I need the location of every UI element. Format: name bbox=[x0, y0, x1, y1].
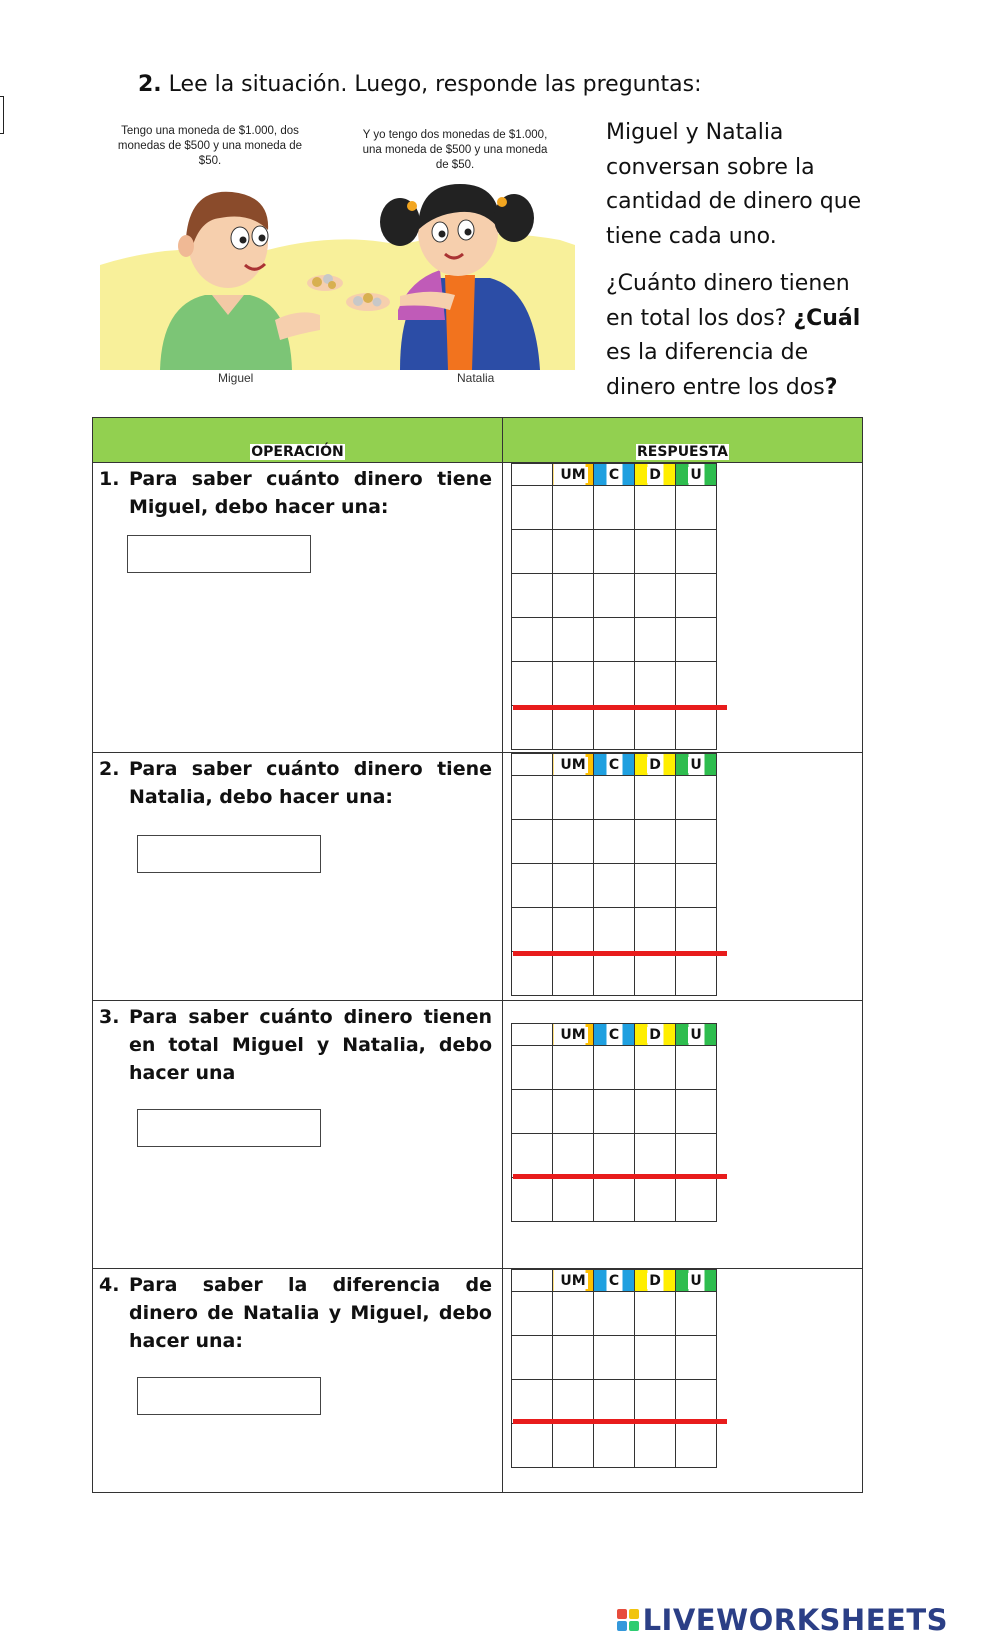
grid-cell[interactable] bbox=[512, 530, 553, 574]
grid-cell[interactable] bbox=[676, 908, 717, 952]
grid-cell[interactable] bbox=[594, 952, 635, 996]
header-d: D bbox=[635, 754, 676, 776]
grid-cell[interactable] bbox=[594, 776, 635, 820]
question-cell-2 bbox=[93, 753, 503, 1001]
grid-cell[interactable] bbox=[676, 1134, 717, 1178]
answer-box-2[interactable] bbox=[137, 835, 321, 873]
question-2: 2. Para saber cuánto dinero tiene Natalia, debo hacer una: bbox=[99, 758, 492, 808]
exercise-heading: 2. Lee la situación. Luego, responde las preguntas: bbox=[138, 72, 702, 97]
sum-line-2 bbox=[513, 951, 727, 956]
grid-blank-header bbox=[512, 1270, 553, 1292]
grid-cell[interactable] bbox=[676, 486, 717, 530]
grid-cell[interactable] bbox=[635, 618, 676, 662]
grid-cell[interactable] bbox=[553, 1178, 594, 1222]
question-cell-1 bbox=[93, 463, 503, 753]
header-u: U bbox=[676, 754, 717, 776]
grid-cell[interactable] bbox=[635, 1046, 676, 1090]
grid-cell[interactable] bbox=[553, 1424, 594, 1468]
grid-cell[interactable] bbox=[635, 530, 676, 574]
grid-cell[interactable] bbox=[635, 706, 676, 750]
grid-cell[interactable] bbox=[553, 706, 594, 750]
grid-cell[interactable] bbox=[594, 1380, 635, 1424]
grid-cell[interactable] bbox=[553, 1134, 594, 1178]
sum-line-1 bbox=[513, 705, 727, 710]
grid-cell[interactable] bbox=[512, 1178, 553, 1222]
grid-cell[interactable] bbox=[553, 1292, 594, 1336]
grid-cell[interactable] bbox=[553, 1380, 594, 1424]
grid-cell[interactable] bbox=[553, 662, 594, 706]
children-illustration bbox=[100, 170, 580, 395]
grid-cell[interactable] bbox=[676, 776, 717, 820]
header-d: D bbox=[635, 1024, 676, 1046]
grid-cell[interactable] bbox=[594, 820, 635, 864]
grid-cell[interactable] bbox=[512, 1424, 553, 1468]
grid-cell[interactable] bbox=[553, 530, 594, 574]
grid-cell[interactable] bbox=[676, 530, 717, 574]
header-um: UM bbox=[553, 464, 594, 486]
grid-cell[interactable] bbox=[676, 952, 717, 996]
grid-cell[interactable] bbox=[553, 776, 594, 820]
grid-cell[interactable] bbox=[594, 864, 635, 908]
grid-cell[interactable] bbox=[512, 864, 553, 908]
answer-cell-1 bbox=[503, 463, 863, 753]
question-3: 3. Para saber cuánto dinero tienen en total Miguel y Natalia, debo hacer una bbox=[99, 1006, 492, 1084]
grid-cell[interactable] bbox=[553, 486, 594, 530]
grid-cell[interactable] bbox=[676, 1380, 717, 1424]
grid-cell[interactable] bbox=[512, 1090, 553, 1134]
label-natalia: Natalia bbox=[457, 371, 495, 385]
grid-cell[interactable] bbox=[594, 1292, 635, 1336]
speech-bubble-natalia: Y yo tengo dos monedas de $1.000, una moneda de $500 y una moneda de $50. bbox=[362, 129, 548, 171]
grid-cell[interactable] bbox=[553, 1090, 594, 1134]
story-paragraph-1: Miguel y Natalia conversan sobre la cantidad de dinero que tiene cada uno. bbox=[606, 120, 862, 249]
grid-cell[interactable] bbox=[676, 864, 717, 908]
grid-blank-header bbox=[512, 1024, 553, 1046]
grid-cell[interactable] bbox=[635, 776, 676, 820]
grid-cell[interactable] bbox=[512, 574, 553, 618]
sum-line-4 bbox=[513, 1419, 727, 1424]
grid-cell[interactable] bbox=[594, 1178, 635, 1222]
header-c: C bbox=[594, 754, 635, 776]
answer-cell-3 bbox=[503, 1001, 863, 1269]
header-c: C bbox=[594, 464, 635, 486]
grid-cell[interactable] bbox=[676, 1336, 717, 1380]
grid-cell[interactable] bbox=[594, 1090, 635, 1134]
grid-cell[interactable] bbox=[512, 820, 553, 864]
grid-cell[interactable] bbox=[676, 1424, 717, 1468]
question-4: 4. Para saber la diferencia de dinero de Natalia y Miguel, debo hacer una: bbox=[99, 1274, 492, 1352]
grid-cell[interactable] bbox=[676, 820, 717, 864]
answer-box-4[interactable] bbox=[137, 1377, 321, 1415]
grid-cell[interactable] bbox=[553, 1046, 594, 1090]
grid-cell[interactable] bbox=[512, 662, 553, 706]
header-c: C bbox=[594, 1270, 635, 1292]
grid-cell[interactable] bbox=[512, 952, 553, 996]
place-value-grid-2 bbox=[511, 753, 717, 996]
grid-cell[interactable] bbox=[676, 1090, 717, 1134]
question-cell-3 bbox=[93, 1001, 503, 1269]
grid-cell[interactable] bbox=[594, 618, 635, 662]
label-miguel: Miguel bbox=[218, 371, 254, 385]
question-1: 1. Para saber cuánto dinero tiene Miguel, debo hacer una: bbox=[99, 468, 492, 518]
worksheet-table bbox=[92, 417, 863, 1493]
grid-cell[interactable] bbox=[512, 1134, 553, 1178]
grid-cell[interactable] bbox=[553, 1336, 594, 1380]
sum-line-3 bbox=[513, 1174, 727, 1179]
grid-cell[interactable] bbox=[635, 1380, 676, 1424]
grid-cell[interactable] bbox=[594, 1046, 635, 1090]
grid-cell[interactable] bbox=[553, 864, 594, 908]
grid-cell[interactable] bbox=[676, 574, 717, 618]
grid-cell[interactable] bbox=[594, 662, 635, 706]
header-c: C bbox=[594, 1024, 635, 1046]
story-text bbox=[606, 116, 868, 418]
header-um: UM bbox=[553, 1270, 594, 1292]
place-value-grid-4 bbox=[511, 1269, 717, 1468]
grid-cell[interactable] bbox=[512, 706, 553, 750]
grid-cell[interactable] bbox=[512, 1292, 553, 1336]
grid-cell[interactable] bbox=[594, 1134, 635, 1178]
grid-cell[interactable] bbox=[635, 1336, 676, 1380]
grid-cell[interactable] bbox=[594, 486, 635, 530]
grid-cell[interactable] bbox=[512, 1336, 553, 1380]
grid-cell[interactable] bbox=[553, 908, 594, 952]
page-edge-mark bbox=[0, 96, 4, 134]
speech-bubble-miguel: Tengo una moneda de $1.000, dos monedas de $500 y una moneda de $50. bbox=[117, 125, 303, 167]
grid-cell[interactable] bbox=[635, 1090, 676, 1134]
grid-cell[interactable] bbox=[594, 908, 635, 952]
grid-cell[interactable] bbox=[594, 574, 635, 618]
grid-blank-header bbox=[512, 464, 553, 486]
brand-name: LIVEWORKSHEETS bbox=[642, 1603, 948, 1637]
grid-cell[interactable] bbox=[635, 1178, 676, 1222]
grid-cell[interactable] bbox=[553, 820, 594, 864]
header-um: UM bbox=[553, 1024, 594, 1046]
grid-cell[interactable] bbox=[676, 1292, 717, 1336]
grid-cell[interactable] bbox=[594, 706, 635, 750]
grid-cell[interactable] bbox=[594, 1424, 635, 1468]
grid-cell[interactable] bbox=[676, 1046, 717, 1090]
grid-cell[interactable] bbox=[676, 1178, 717, 1222]
grid-cell[interactable] bbox=[676, 662, 717, 706]
answer-box-3[interactable] bbox=[137, 1109, 321, 1147]
story-paragraph-2: ¿Cuánto dinero tienen en total los dos? ¿Cuál es la diferencia de dinero entre los dos? bbox=[606, 271, 861, 400]
grid-cell[interactable] bbox=[635, 908, 676, 952]
grid-cell[interactable] bbox=[512, 1380, 553, 1424]
grid-cell[interactable] bbox=[635, 486, 676, 530]
place-value-grid-3 bbox=[511, 1023, 717, 1222]
grid-blank-header bbox=[512, 754, 553, 776]
answer-cell-4 bbox=[503, 1269, 863, 1493]
grid-cell[interactable] bbox=[553, 574, 594, 618]
grid-cell[interactable] bbox=[635, 1424, 676, 1468]
grid-cell[interactable] bbox=[635, 820, 676, 864]
grid-cell[interactable] bbox=[635, 574, 676, 618]
header-u: U bbox=[676, 1024, 717, 1046]
grid-cell[interactable] bbox=[676, 706, 717, 750]
grid-cell[interactable] bbox=[553, 952, 594, 996]
grid-cell[interactable] bbox=[635, 952, 676, 996]
header-u: U bbox=[676, 1270, 717, 1292]
grid-cell[interactable] bbox=[512, 618, 553, 662]
grid-cell[interactable] bbox=[512, 908, 553, 952]
grid-cell[interactable] bbox=[512, 1046, 553, 1090]
column-header-operation: OPERACIÓN bbox=[93, 418, 503, 463]
answer-box-1[interactable] bbox=[127, 535, 311, 573]
grid-cell[interactable] bbox=[594, 1336, 635, 1380]
header-um: UM bbox=[553, 754, 594, 776]
grid-cell[interactable] bbox=[512, 776, 553, 820]
answer-cell-2 bbox=[503, 753, 863, 1001]
column-header-answer: RESPUESTA bbox=[503, 418, 863, 463]
header-d: D bbox=[635, 1270, 676, 1292]
grid-cell[interactable] bbox=[512, 486, 553, 530]
grid-cell[interactable] bbox=[553, 618, 594, 662]
header-u: U bbox=[676, 464, 717, 486]
grid-cell[interactable] bbox=[635, 1292, 676, 1336]
liveworksheets-logo-icon bbox=[617, 1609, 639, 1631]
grid-cell[interactable] bbox=[635, 1134, 676, 1178]
grid-cell[interactable] bbox=[635, 864, 676, 908]
grid-cell[interactable] bbox=[594, 530, 635, 574]
header-d: D bbox=[635, 464, 676, 486]
liveworksheets-logo bbox=[617, 1603, 948, 1637]
question-cell-4 bbox=[93, 1269, 503, 1493]
grid-cell[interactable] bbox=[676, 618, 717, 662]
grid-cell[interactable] bbox=[635, 662, 676, 706]
